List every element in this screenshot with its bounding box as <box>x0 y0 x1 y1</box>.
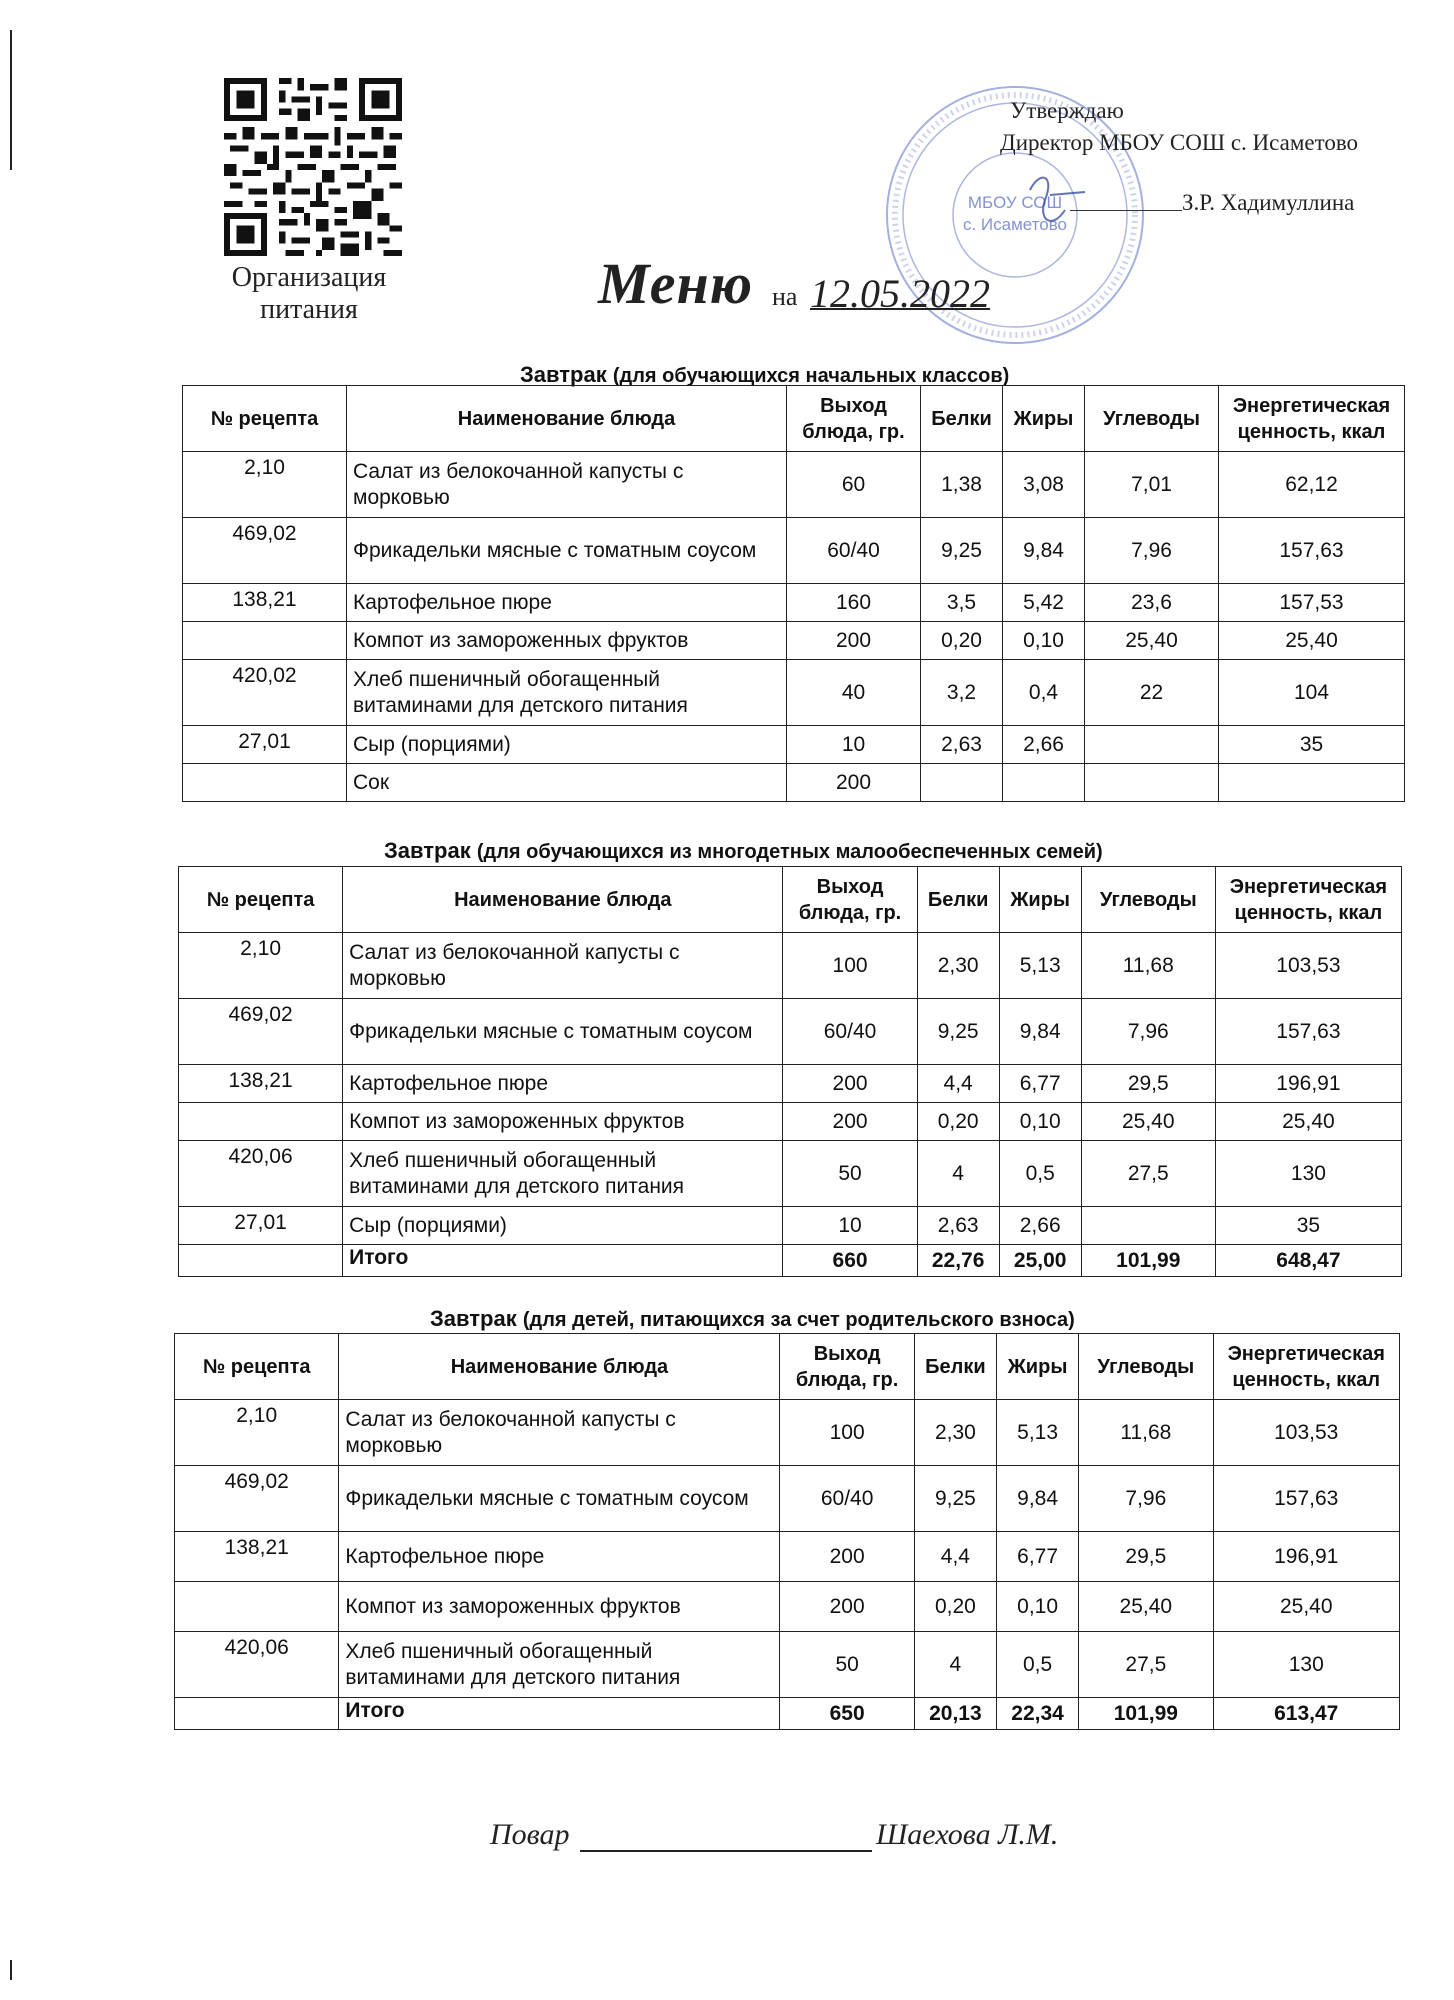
protein-cell: 2,63 <box>917 1207 999 1245</box>
table-header <box>175 1334 1400 1400</box>
energy-cell: 25,40 <box>1213 1582 1400 1632</box>
col-protein-header-text: Белки <box>925 1355 986 1378</box>
carbs-cell: 25,40 <box>1085 622 1219 660</box>
fat-cell: 0,10 <box>996 1582 1078 1632</box>
dish-name-cell: Картофельное пюре <box>347 584 787 622</box>
recipe-code-cell: 138,21 <box>175 1532 339 1582</box>
yield-cell: 200 <box>787 622 921 660</box>
col-yield-header <box>787 386 921 452</box>
yield-cell: 60/40 <box>783 999 917 1065</box>
fat-cell: 6,77 <box>999 1065 1081 1103</box>
col-name-header-text: Наименование блюда <box>457 407 676 430</box>
fat-cell: 0,10 <box>999 1103 1081 1141</box>
col-fat-header-text: Жиры <box>1010 888 1071 911</box>
col-carbs-header <box>1085 386 1219 452</box>
header-row <box>179 867 1402 933</box>
col-carbs-header-text: Углеводы <box>1099 888 1197 911</box>
col-fat-header-text: Жиры <box>1013 407 1074 430</box>
yield-cell: 200 <box>783 1103 917 1141</box>
table-row <box>175 1466 1400 1532</box>
fat-cell: 0,5 <box>999 1141 1081 1207</box>
section-subtitle: (для обучающихся из многодетных малообеспеченных семей) <box>476 841 1103 863</box>
header-row <box>183 386 1405 452</box>
table-row <box>175 1632 1400 1698</box>
col-energy-header-text: ценность, ккал <box>1232 1368 1381 1391</box>
director-title: Директор МБОУ СОШ с. Исаметово <box>1000 130 1359 155</box>
table-row <box>179 1065 1402 1103</box>
dish-name-cell: Фрикадельки мясные с томатным соусом <box>339 1466 780 1532</box>
protein-cell: 2,30 <box>914 1400 996 1466</box>
col-fat-header-text: Жиры <box>1007 1355 1068 1378</box>
table-body <box>179 933 1402 1277</box>
scan-edge <box>10 1960 12 1980</box>
col-fat-header <box>1003 386 1085 452</box>
dish-name-cell: Фрикадельки мясные с томатным соусом <box>347 518 787 584</box>
fat-cell: 9,84 <box>996 1466 1078 1532</box>
carbs-cell <box>1085 764 1219 802</box>
table-row <box>175 1532 1400 1582</box>
carbs-cell: 7,96 <box>1081 999 1215 1065</box>
total-row <box>179 1245 1402 1277</box>
dish-name-cell: Компот из замороженных фруктов <box>347 622 787 660</box>
recipe-code-cell: 420,02 <box>183 660 347 726</box>
table-row <box>183 452 1405 518</box>
recipe-code-cell: 138,21 <box>179 1065 343 1103</box>
fat-cell: 0,4 <box>1003 660 1085 726</box>
col-recipe-header <box>179 867 343 933</box>
energy-cell: 157,53 <box>1219 584 1405 622</box>
yield-cell: 60/40 <box>787 518 921 584</box>
col-protein-header-text: Белки <box>931 407 992 430</box>
dish-name-cell: Сыр (порциями) <box>343 1207 783 1245</box>
energy-cell <box>1219 764 1405 802</box>
col-yield-header <box>783 867 917 933</box>
col-energy-header-text: ценность, ккал <box>1234 901 1383 924</box>
col-energy-header-text: Энергетическая <box>1227 1342 1385 1365</box>
dish-name-cell: Салат из белокочанной капусты с морковью <box>339 1400 780 1466</box>
section-title <box>430 1306 1075 1332</box>
yield-cell: 60 <box>787 452 921 518</box>
protein-cell: 4,4 <box>917 1065 999 1103</box>
dish-name-cell: Салат из белокочанной капусты с морковью <box>347 452 787 518</box>
fat-cell: 3,08 <box>1003 452 1085 518</box>
col-recipe-header-text: № рецепта <box>202 1355 311 1378</box>
scan-edge <box>10 30 12 170</box>
fat-cell: 2,66 <box>1003 726 1085 764</box>
recipe-code-cell <box>175 1582 339 1632</box>
fat-cell: 5,13 <box>999 933 1081 999</box>
energy-cell: 35 <box>1219 726 1405 764</box>
energy-cell: 25,40 <box>1215 1103 1401 1141</box>
total-fat-cell: 22,34 <box>996 1698 1078 1730</box>
table-body <box>183 452 1405 802</box>
yield-cell: 10 <box>787 726 921 764</box>
col-name-header <box>339 1334 780 1400</box>
col-name-header <box>347 386 787 452</box>
dish-name-cell: Фрикадельки мясные с томатным соусом <box>343 999 783 1065</box>
energy-cell: 196,91 <box>1213 1532 1400 1582</box>
carbs-cell: 29,5 <box>1081 1065 1215 1103</box>
energy-cell: 157,63 <box>1219 518 1405 584</box>
table-row <box>183 518 1405 584</box>
cook-label: Повар <box>490 1818 570 1851</box>
total-yield-cell: 650 <box>780 1698 914 1730</box>
recipe-code-cell <box>175 1698 339 1730</box>
col-protein-header <box>914 1334 996 1400</box>
approve-label: Утверждаю <box>1010 98 1124 123</box>
fat-cell: 0,5 <box>996 1632 1078 1698</box>
col-yield-header <box>780 1334 914 1400</box>
total-carbs-cell: 101,99 <box>1079 1698 1213 1730</box>
col-yield-header-text: Выход <box>813 1342 881 1365</box>
recipe-code-cell: 27,01 <box>183 726 347 764</box>
carbs-cell: 25,40 <box>1081 1103 1215 1141</box>
dish-name-cell: Сыр (порциями) <box>347 726 787 764</box>
protein-cell: 0,20 <box>914 1582 996 1632</box>
energy-cell: 157,63 <box>1215 999 1401 1065</box>
yield-cell: 50 <box>780 1632 914 1698</box>
fat-cell <box>1003 764 1085 802</box>
fat-cell: 6,77 <box>996 1532 1078 1582</box>
col-carbs-header <box>1081 867 1215 933</box>
dish-name-cell: Компот из замороженных фруктов <box>343 1103 783 1141</box>
dish-name-cell: Картофельное пюре <box>339 1532 780 1582</box>
protein-cell: 9,25 <box>917 999 999 1065</box>
col-fat-header <box>996 1334 1078 1400</box>
menu-on-label: на <box>772 282 798 311</box>
fat-cell: 5,13 <box>996 1400 1078 1466</box>
energy-cell: 103,53 <box>1215 933 1401 999</box>
carbs-cell: 22 <box>1085 660 1219 726</box>
protein-cell: 0,20 <box>917 1103 999 1141</box>
dish-name-cell: Хлеб пшеничный обогащенный витаминами для детского питания <box>339 1632 780 1698</box>
recipe-code-cell: 138,21 <box>183 584 347 622</box>
menu-title: Меню <box>598 251 754 316</box>
col-protein-header-text: Белки <box>927 888 989 911</box>
energy-cell: 130 <box>1215 1141 1401 1207</box>
carbs-cell: 7,01 <box>1085 452 1219 518</box>
total-fat-cell: 25,00 <box>999 1245 1081 1277</box>
org-label-line2: питания <box>260 294 358 325</box>
table-row <box>175 1582 1400 1632</box>
col-carbs-header-text: Углеводы <box>1103 407 1200 430</box>
section-title-main: Завтрак <box>430 1306 517 1331</box>
table-row <box>183 584 1405 622</box>
recipe-code-cell: 469,02 <box>175 1466 339 1532</box>
col-recipe-header-text: № рецепта <box>210 407 319 430</box>
carbs-cell: 29,5 <box>1079 1532 1213 1582</box>
col-energy-header <box>1215 867 1401 933</box>
cook-name: Шаехова Л.М. <box>876 1818 1059 1851</box>
energy-cell: 62,12 <box>1219 452 1405 518</box>
cook-signature-line <box>580 1850 872 1852</box>
section-title-main: Завтрак <box>520 362 607 387</box>
col-name-header-text: Наименование блюда <box>454 888 672 911</box>
table-row <box>175 1400 1400 1466</box>
col-energy-header-text: Энергетическая <box>1229 875 1388 898</box>
org-label <box>218 262 400 326</box>
table-row <box>179 1141 1402 1207</box>
header-row <box>175 1334 1400 1400</box>
section-title <box>384 838 1103 864</box>
table-row <box>179 1103 1402 1141</box>
col-yield-header-text: Выход <box>816 875 884 898</box>
total-label-cell: Итого <box>339 1698 780 1730</box>
carbs-cell: 25,40 <box>1079 1582 1213 1632</box>
col-energy-header <box>1213 1334 1400 1400</box>
yield-cell: 200 <box>780 1582 914 1632</box>
energy-cell: 35 <box>1215 1207 1401 1245</box>
protein-cell: 9,25 <box>921 518 1003 584</box>
table-row <box>183 764 1405 802</box>
col-recipe-header <box>175 1334 339 1400</box>
yield-cell: 100 <box>780 1400 914 1466</box>
col-recipe-header <box>183 386 347 452</box>
qr-code <box>224 78 402 256</box>
col-recipe-header-text: № рецепта <box>206 888 315 911</box>
total-protein-cell: 22,76 <box>917 1245 999 1277</box>
stamp-text-line1: МБОУ СОШ <box>967 193 1063 212</box>
table-header <box>179 867 1402 933</box>
stamp-text-line2: с. Исаметово <box>962 215 1068 234</box>
protein-cell: 3,5 <box>921 584 1003 622</box>
table-body <box>175 1400 1400 1730</box>
col-carbs-header-text: Углеводы <box>1097 1355 1195 1378</box>
fat-cell: 9,84 <box>1003 518 1085 584</box>
table-row <box>179 999 1402 1065</box>
recipe-code-cell: 2,10 <box>183 452 347 518</box>
col-protein-header <box>921 386 1003 452</box>
menu-table <box>178 866 1402 1277</box>
section-subtitle: (для детей, питающихся за счет родительского взноса) <box>522 1309 1075 1331</box>
col-carbs-header <box>1079 1334 1213 1400</box>
protein-cell: 4 <box>917 1141 999 1207</box>
yield-cell: 160 <box>787 584 921 622</box>
carbs-cell: 11,68 <box>1079 1400 1213 1466</box>
recipe-code-cell <box>183 764 347 802</box>
energy-cell: 130 <box>1213 1632 1400 1698</box>
protein-cell: 0,20 <box>921 622 1003 660</box>
total-energy-cell: 648,47 <box>1215 1245 1401 1277</box>
yield-cell: 200 <box>783 1065 917 1103</box>
recipe-code-cell: 469,02 <box>183 518 347 584</box>
total-carbs-cell: 101,99 <box>1081 1245 1215 1277</box>
yield-cell: 40 <box>787 660 921 726</box>
yield-cell: 100 <box>783 933 917 999</box>
recipe-code-cell: 420,06 <box>179 1141 343 1207</box>
col-fat-header <box>999 867 1081 933</box>
protein-cell: 3,2 <box>921 660 1003 726</box>
protein-cell: 2,30 <box>917 933 999 999</box>
yield-cell: 60/40 <box>780 1466 914 1532</box>
protein-cell: 4 <box>914 1632 996 1698</box>
yield-cell: 200 <box>787 764 921 802</box>
col-yield-header-text: блюда, гр. <box>795 1368 899 1391</box>
recipe-code-cell: 469,02 <box>179 999 343 1065</box>
dish-name-cell: Картофельное пюре <box>343 1065 783 1103</box>
recipe-code-cell <box>183 622 347 660</box>
fat-cell: 9,84 <box>999 999 1081 1065</box>
energy-cell: 157,63 <box>1213 1466 1400 1532</box>
section-subtitle: (для обучающихся начальных классов) <box>612 365 1010 387</box>
table-row <box>183 622 1405 660</box>
protein-cell <box>921 764 1003 802</box>
recipe-code-cell <box>179 1103 343 1141</box>
total-row <box>175 1698 1400 1730</box>
menu-date: 12.05.2022 <box>810 271 990 316</box>
col-name-header-text: Наименование блюда <box>450 1355 669 1378</box>
menu-table <box>174 1333 1400 1730</box>
recipe-code-cell: 2,10 <box>175 1400 339 1466</box>
carbs-cell: 27,5 <box>1081 1141 1215 1207</box>
recipe-code-cell: 2,10 <box>179 933 343 999</box>
fat-cell: 0,10 <box>1003 622 1085 660</box>
col-energy-header-text: ценность, ккал <box>1237 420 1386 443</box>
signature-line <box>1070 210 1182 211</box>
yield-cell: 200 <box>780 1532 914 1582</box>
carbs-cell: 11,68 <box>1081 933 1215 999</box>
energy-cell: 25,40 <box>1219 622 1405 660</box>
table-row <box>183 726 1405 764</box>
table-row <box>183 660 1405 726</box>
recipe-code-cell: 27,01 <box>179 1207 343 1245</box>
protein-cell: 4,4 <box>914 1532 996 1582</box>
menu-table <box>182 385 1405 802</box>
section-title-main: Завтрак <box>384 838 471 863</box>
table-header <box>183 386 1405 452</box>
yield-cell: 10 <box>783 1207 917 1245</box>
carbs-cell <box>1081 1207 1215 1245</box>
col-energy-header-text: Энергетическая <box>1232 394 1391 417</box>
recipe-code-cell: 420,06 <box>175 1632 339 1698</box>
energy-cell: 104 <box>1219 660 1405 726</box>
col-yield-header-text: Выход <box>820 394 887 417</box>
fat-cell: 5,42 <box>1003 584 1085 622</box>
total-label-cell: Итого <box>343 1245 783 1277</box>
dish-name-cell: Хлеб пшеничный обогащенный витаминами для детского питания <box>343 1141 783 1207</box>
protein-cell: 1,38 <box>921 452 1003 518</box>
carbs-cell: 27,5 <box>1079 1632 1213 1698</box>
recipe-code-cell <box>179 1245 343 1277</box>
dish-name-cell: Сок <box>347 764 787 802</box>
carbs-cell: 7,96 <box>1079 1466 1213 1532</box>
total-energy-cell: 613,47 <box>1213 1698 1400 1730</box>
energy-cell: 103,53 <box>1213 1400 1400 1466</box>
col-yield-header-text: блюда, гр. <box>798 901 902 924</box>
dish-name-cell: Салат из белокочанной капусты с морковью <box>343 933 783 999</box>
org-label-line1: Организация <box>231 262 387 293</box>
total-protein-cell: 20,13 <box>914 1698 996 1730</box>
director-name: З.Р. Хадимуллина <box>1182 190 1355 215</box>
dish-name-cell: Хлеб пшеничный обогащенный витаминами для детского питания <box>347 660 787 726</box>
yield-cell: 50 <box>783 1141 917 1207</box>
col-energy-header <box>1219 386 1405 452</box>
carbs-cell: 23,6 <box>1085 584 1219 622</box>
protein-cell: 2,63 <box>921 726 1003 764</box>
col-protein-header <box>917 867 999 933</box>
dish-name-cell: Компот из замороженных фруктов <box>339 1582 780 1632</box>
energy-cell: 196,91 <box>1215 1065 1401 1103</box>
carbs-cell: 7,96 <box>1085 518 1219 584</box>
col-name-header <box>343 867 783 933</box>
carbs-cell <box>1085 726 1219 764</box>
fat-cell: 2,66 <box>999 1207 1081 1245</box>
table-row <box>179 1207 1402 1245</box>
total-yield-cell: 660 <box>783 1245 917 1277</box>
col-yield-header-text: блюда, гр. <box>802 420 905 443</box>
protein-cell: 9,25 <box>914 1466 996 1532</box>
table-row <box>179 933 1402 999</box>
